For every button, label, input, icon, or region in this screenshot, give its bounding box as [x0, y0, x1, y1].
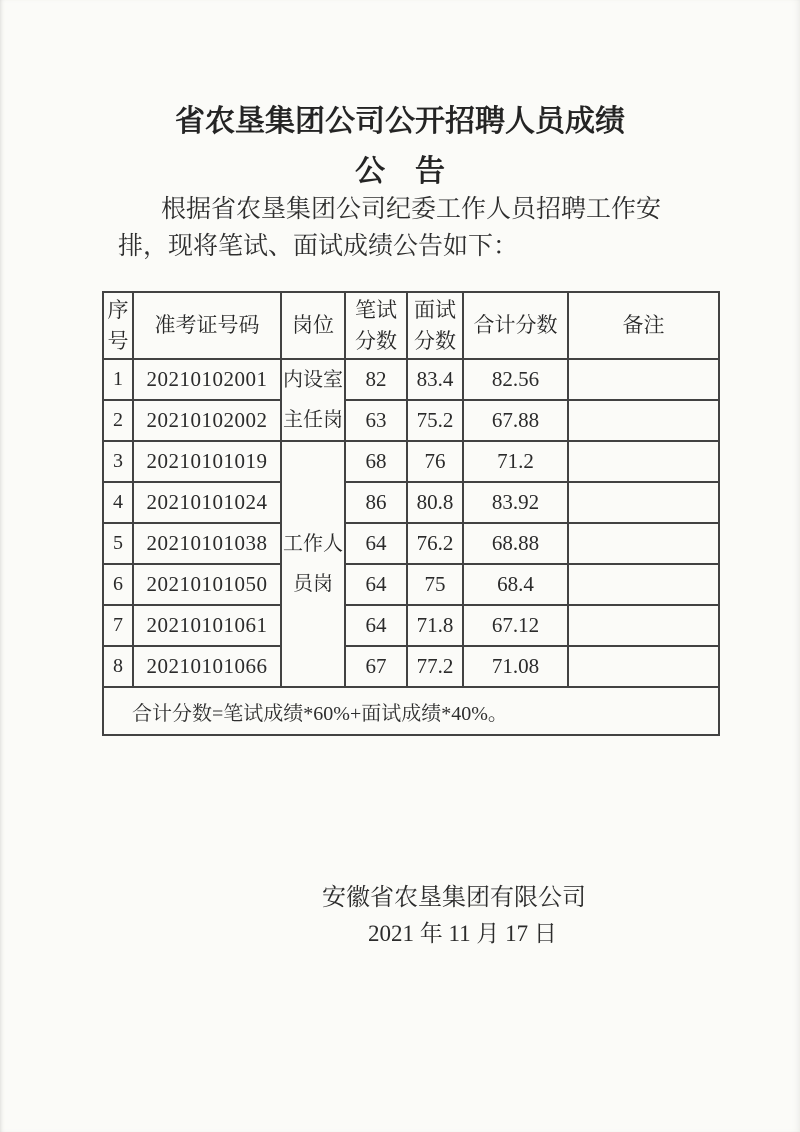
col-header-admission-number: 准考证号码 [133, 292, 281, 359]
table-row [103, 441, 719, 482]
cell-remark [568, 564, 719, 605]
cell-admission-number: 20210101061 [133, 605, 281, 646]
cell-written-score: 82 [345, 359, 407, 400]
cell-total-score: 71.08 [463, 646, 568, 687]
table-row [103, 605, 719, 646]
table-row [103, 646, 719, 687]
cell-remark [568, 359, 719, 400]
intro-line2: 排，现将笔试、面试成绩公告如下： [118, 233, 519, 260]
col-header-total-score: 合计分数 [463, 292, 568, 359]
cell-interview-score: 75.2 [407, 400, 463, 441]
cell-interview-score: 77.2 [407, 646, 463, 687]
col-header-interview-score: 面试分数 [407, 292, 463, 359]
cell-admission-number: 20210102001 [133, 359, 281, 400]
signature-company: 安徽省农垦集团有限公司 [322, 885, 586, 911]
cell-admission-number: 20210101024 [133, 482, 281, 523]
cell-written-score: 63 [345, 400, 407, 441]
cell-total-score: 83.92 [463, 482, 568, 523]
table-row [103, 400, 719, 441]
cell-interview-score: 83.4 [407, 359, 463, 400]
cell-admission-number: 20210101050 [133, 564, 281, 605]
cell-interview-score: 75 [407, 564, 463, 605]
cell-remark [568, 482, 719, 523]
document-title-line1: 省农垦集团公司公开招聘人员成绩 [175, 105, 625, 138]
cell-position-director: 内设室主任岗 [281, 359, 345, 441]
cell-remark [568, 646, 719, 687]
cell-interview-score: 76 [407, 441, 463, 482]
cell-remark [568, 605, 719, 646]
cell-written-score: 86 [345, 482, 407, 523]
cell-total-score: 82.56 [463, 359, 568, 400]
score-table [102, 291, 720, 736]
table-row [103, 564, 719, 605]
col-header-remark: 备注 [568, 292, 719, 359]
col-header-written-score: 笔试分数 [345, 292, 407, 359]
cell-total-score: 67.12 [463, 605, 568, 646]
cell-interview-score: 80.8 [407, 482, 463, 523]
table-note: 合计分数=笔试成绩*60%+面试成绩*40%。 [103, 687, 719, 735]
col-header-position: 岗位 [281, 292, 345, 359]
cell-written-score: 64 [345, 564, 407, 605]
cell-seq: 6 [103, 564, 133, 605]
document-title-line2: 公 告 [355, 155, 445, 188]
cell-seq: 5 [103, 523, 133, 564]
cell-seq: 4 [103, 482, 133, 523]
cell-written-score: 68 [345, 441, 407, 482]
cell-written-score: 67 [345, 646, 407, 687]
cell-remark [568, 400, 719, 441]
cell-written-score: 64 [345, 523, 407, 564]
cell-interview-score: 71.8 [407, 605, 463, 646]
cell-interview-score: 76.2 [407, 523, 463, 564]
cell-total-score: 68.88 [463, 523, 568, 564]
cell-seq: 8 [103, 646, 133, 687]
signature-date: 2021 年 11 月 17 日 [368, 921, 557, 946]
cell-admission-number: 20210101038 [133, 523, 281, 564]
cell-remark [568, 441, 719, 482]
table-row [103, 482, 719, 523]
cell-written-score: 64 [345, 605, 407, 646]
table-note-row [103, 687, 719, 735]
cell-admission-number: 20210102002 [133, 400, 281, 441]
cell-admission-number: 20210101019 [133, 441, 281, 482]
cell-total-score: 71.2 [463, 441, 568, 482]
cell-seq: 7 [103, 605, 133, 646]
cell-admission-number: 20210101066 [133, 646, 281, 687]
cell-seq: 3 [103, 441, 133, 482]
cell-position-staff: 工作人员岗 [281, 441, 345, 687]
intro-line1: 根据省农垦集团公司纪委工作人员招聘工作安 [161, 196, 662, 223]
table-header-row [103, 292, 719, 359]
col-header-seq: 序号 [103, 292, 133, 359]
cell-seq: 1 [103, 359, 133, 400]
cell-total-score: 68.4 [463, 564, 568, 605]
table-row [103, 523, 719, 564]
cell-seq: 2 [103, 400, 133, 441]
table-row [103, 359, 719, 400]
cell-total-score: 67.88 [463, 400, 568, 441]
intro-paragraph [118, 191, 698, 265]
cell-remark [568, 523, 719, 564]
